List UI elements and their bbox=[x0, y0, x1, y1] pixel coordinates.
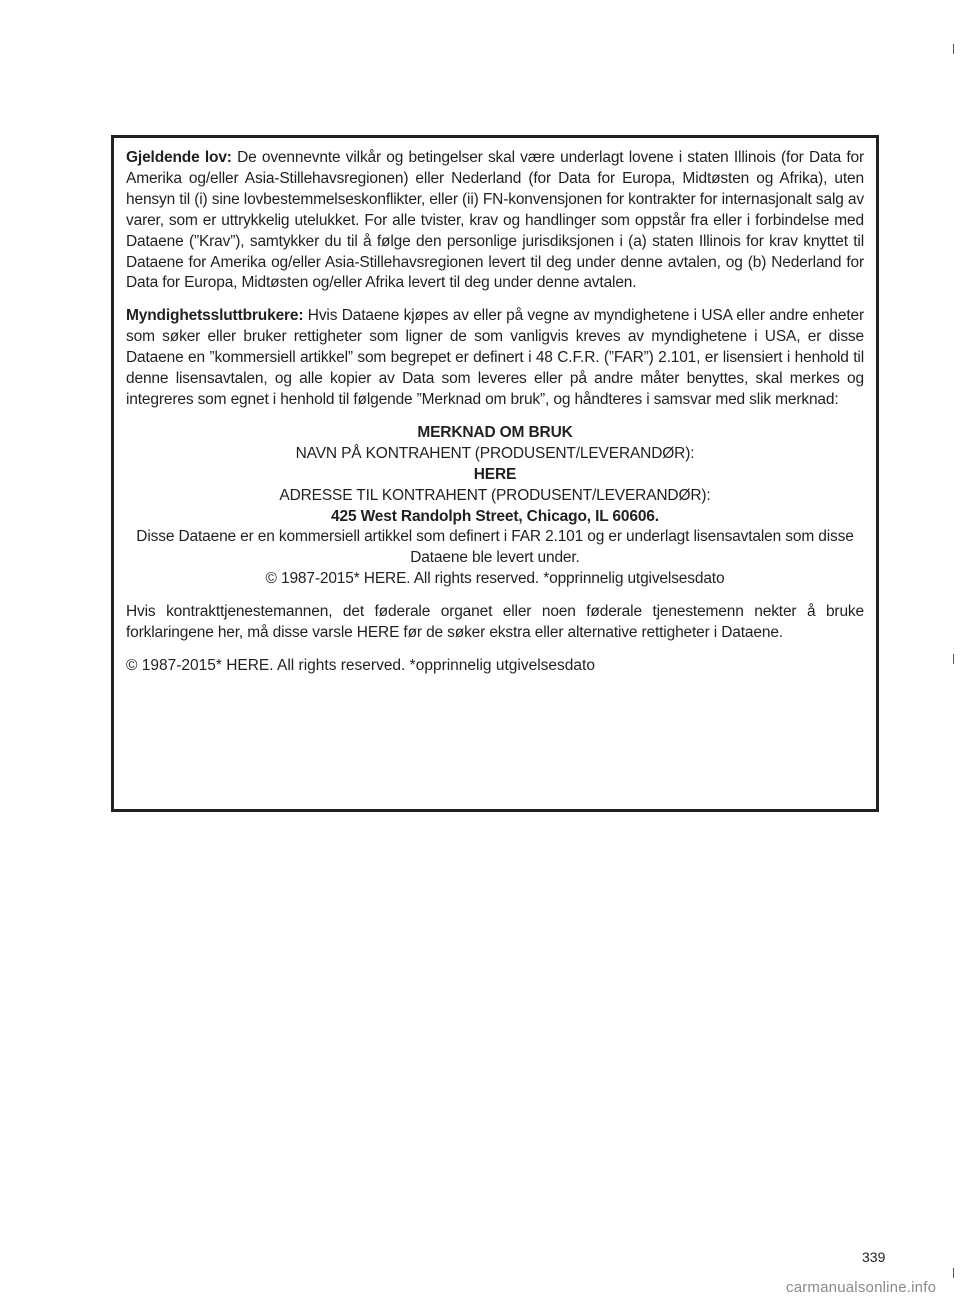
contracting-officer-paragraph: Hvis kontrakttjenestemannen, det føderale organet eller noen føderale tjenestemenn nekter å bruke forklaringene her, må disse varsle HERE før de søker ekstra eller alternative rettigheter i Dataene. bbox=[126, 603, 864, 642]
crop-mark bbox=[953, 44, 954, 54]
contractor-label: NAVN PÅ KONTRAHENT (PRODUSENT/LEVERANDØR): bbox=[295, 444, 695, 462]
contractor-address: 425 West Randolph Street, Chicago, IL 60606. bbox=[331, 507, 659, 525]
contractor-name: HERE bbox=[473, 465, 517, 483]
government-end-users-text: Hvis Dataene kjøpes av eller på vegne av myndighetene i USA eller andre enheter som søker eller bruker rettigheter som ligner de som vanligvis kreves av myndighetene i USA, er disse Dataene en ”kommersiell artikkel” som begrepet er definert i 48 C.F.R. (”FAR”) 2.101, er lisensiert i henhold til denne lisensavtalen, og alle kopier av Data som leveres eller på andre måter benyttes, skal merkes og integreres som egnet i henhold til følgende ”Merknad om bruk”, og håndteres i samsvar med slik merknad: bbox=[126, 307, 864, 408]
government-end-users-paragraph bbox=[126, 306, 864, 411]
commercial-item-text: Disse Dataene er en kommersiell artikkel som definert i FAR 2.101 og er underlagt lisensavtalen som disse Dataene ble levert under. bbox=[136, 528, 854, 567]
watermark-text: carmanualsonline.info bbox=[786, 1279, 937, 1296]
governing-law-title: Gjeldende lov: bbox=[126, 149, 232, 166]
page-number: 339 bbox=[862, 1249, 886, 1265]
address-label: ADRESSE TIL KONTRAHENT (PRODUSENT/LEVERANDØR): bbox=[279, 486, 711, 504]
legal-notice-box bbox=[111, 135, 879, 812]
copyright-line: © 1987-2015* HERE. All rights reserved. *opprinnelig utgivelsesdato bbox=[126, 656, 595, 674]
notice-copyright: © 1987-2015* HERE. All rights reserved. *opprinnelig utgivelsesdato bbox=[265, 570, 725, 588]
notice-of-use-block bbox=[126, 423, 864, 590]
notice-heading: MERKNAD OM BRUK bbox=[417, 423, 573, 441]
governing-law-paragraph bbox=[126, 148, 864, 294]
crop-mark bbox=[953, 1268, 954, 1278]
governing-law-text: De ovennevnte vilkår og betingelser skal være underlagt lovene i staten Illinois (for Data for Amerika og/eller Asia-Stillehavsregionen) eller Nederland (for Data for Europa, Midtøsten og Afrika), uten hensyn til (i) sine lovbestemmelseskonflikter, eller (ii) FN-konvensjonen for kontrakter for internasjonalt salg av varer, som er uttrykkelig utelukket. For alle tvister, krav og handlinger som oppstår fra eller i forbindelse med Dataene (”Krav”), samtykker du til å følge den personlige jurisdiksjonen i (a) staten Illinois for krav knyttet til Dataene for Amerika og/eller Asia-Stillehavsregionen levert til deg under denne avtalen, og (b) Nederland for Data for Europa, Midtøsten og/eller Afrika levert til deg under denne avtalen. bbox=[126, 149, 864, 292]
crop-mark bbox=[953, 654, 954, 664]
government-end-users-title: Myndighetssluttbrukere: bbox=[126, 307, 304, 325]
